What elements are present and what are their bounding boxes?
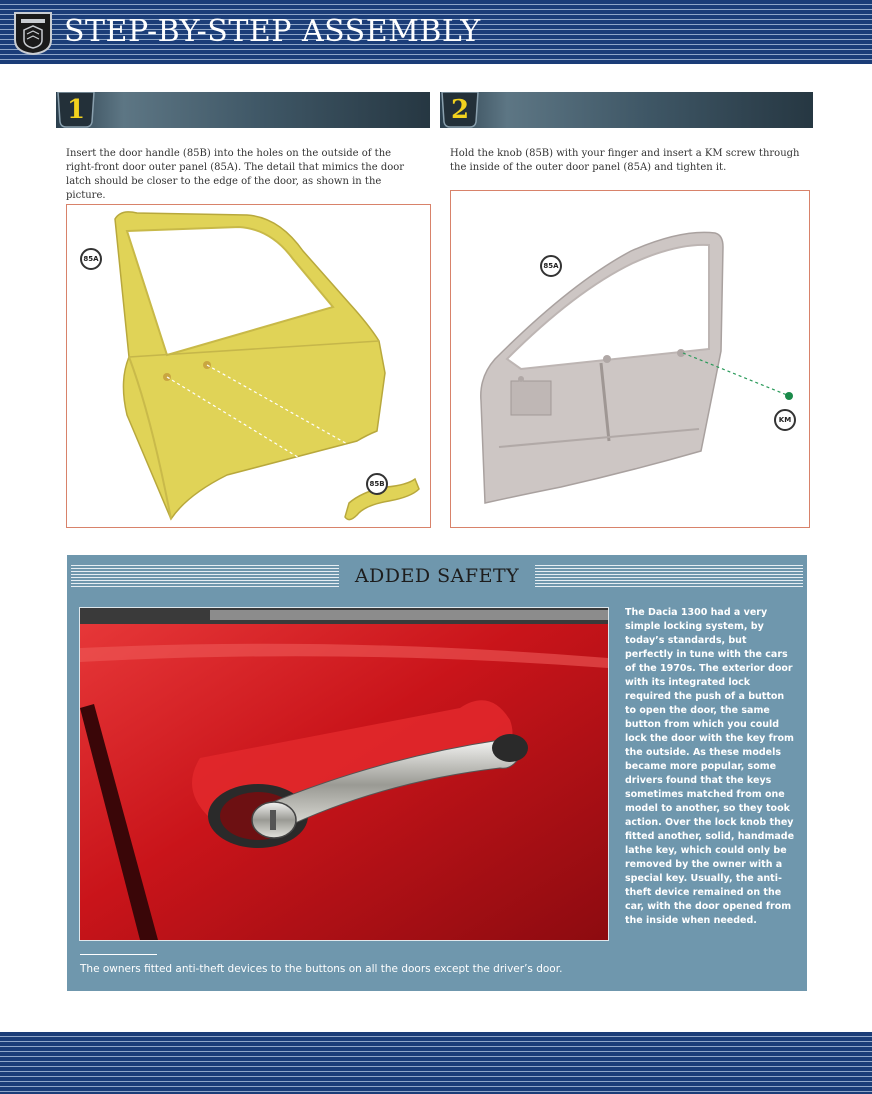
dacia-badge-icon: [12, 10, 54, 56]
step-2-number: 2: [450, 95, 470, 125]
added-safety-text: The Dacia 1300 had a very simple locking system, by today’s standards, but perfectly in tune with the cars of the 1970s. The exterior door with its integrated lock required the push of a button to open the door, the same button from which you could lock the door with the key from the outside. As these models became more popular, some drivers found that the keys sometimes matched from one model to another, so they took action. Over the lock knob they fitted another, solid, handmade lathe key, which could only be removed by the owner with a special key. Usually, the anti-theft device remained on the car, with the door opened from the inside when needed.: [625, 607, 795, 926]
step-1-figure: [66, 204, 431, 528]
callout-85a: 85A: [80, 248, 102, 270]
caption-divider: [80, 954, 157, 955]
door-handle-photo-image: [80, 608, 608, 940]
footer-band: [0, 1032, 872, 1094]
step-2-header: [440, 92, 813, 128]
door-handle-photo: [79, 607, 609, 941]
step-1-instruction: Insert the door handle (85B) into the holes on the outside of the right-front door outer panel (85A). The detail that mimics the door latch should be closer to the edge of the door, as shown in the picture.: [66, 148, 405, 201]
photo-caption: The owners fitted anti-theft devices to the buttons on all the doors except the driver’s door.: [80, 963, 563, 975]
added-safety-title: ADDED SAFETY: [339, 565, 535, 587]
step-1-header: [56, 92, 430, 128]
added-safety-box: [67, 555, 807, 991]
step-1-number: 1: [66, 95, 86, 125]
callout-85a: 85A: [540, 255, 562, 277]
callout-km: KM: [774, 409, 796, 431]
step-2-instruction: Hold the knob (85B) with your finger and insert a KM screw through the inside of the outer door panel (85A) and tighten it.: [450, 148, 800, 173]
callout-85b: 85B: [366, 473, 388, 495]
page-title: STEP-BY-STEP ASSEMBLY: [64, 14, 481, 49]
grey-door-panel-illustration: [451, 191, 809, 527]
step-2-figure: [450, 190, 810, 528]
